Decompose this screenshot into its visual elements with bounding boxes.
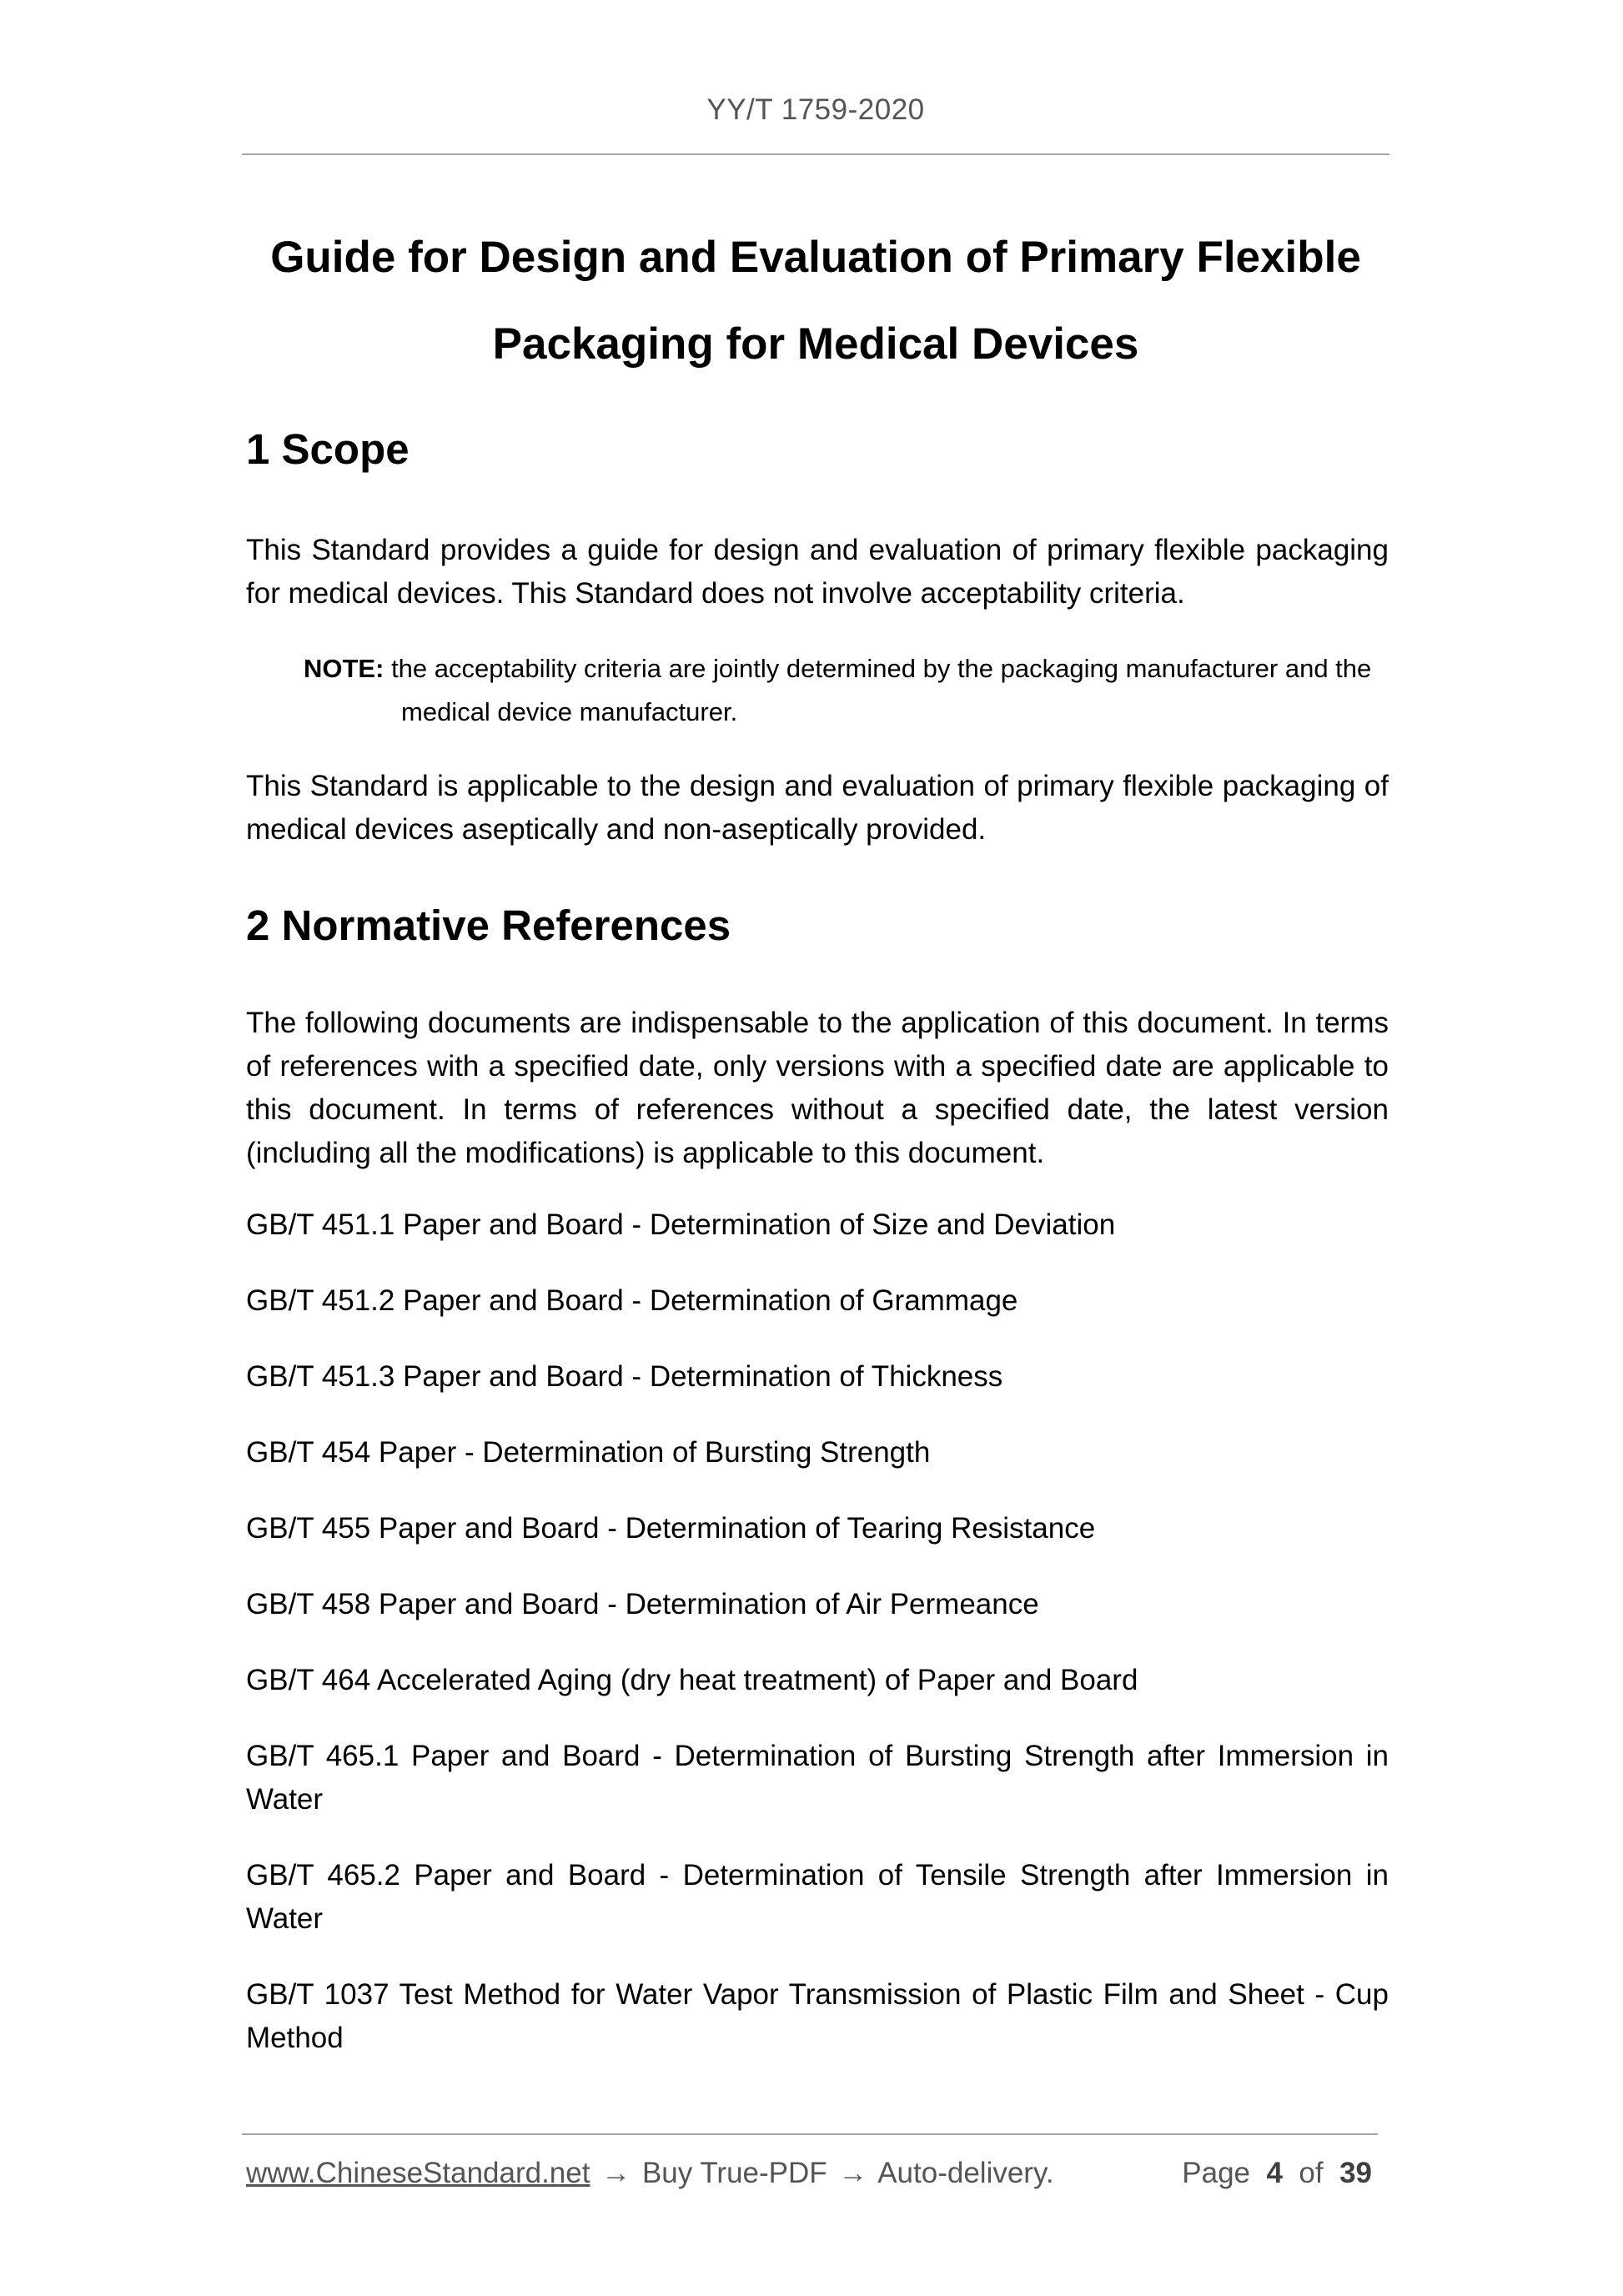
document-title: [242, 214, 1389, 388]
reference-item: GB/T 464 Accelerated Aging (dry heat treatment) of Paper and Board: [246, 1664, 1138, 1696]
reference-item: GB/T 454 Paper - Determination of Bursting Strength: [246, 1436, 931, 1469]
current-page-number: 4: [1266, 2157, 1283, 2189]
scope-paragraph-2: This Standard is applicable to the design and evaluation of primary flexible packaging of medical devices aseptically and non-aseptically provided.: [246, 770, 1389, 846]
page-footer: [246, 2153, 1382, 2193]
document-title-line-2: Packaging for Medical Devices: [492, 319, 1139, 369]
running-header: YY/T 1759-2020: [706, 93, 925, 126]
header-divider: [242, 153, 1389, 155]
arrow-right-icon: →: [838, 2157, 868, 2189]
reference-item: GB/T 455 Paper and Board - Determination of Tearing Resistance: [246, 1512, 1096, 1545]
note-label: NOTE:: [304, 654, 384, 683]
of-word: of: [1299, 2157, 1324, 2189]
note-text: the acceptability criteria are jointly determined by the packaging manufacturer and the medical device manufacturer.: [391, 654, 1372, 726]
scope-paragraph-1: This Standard provides a guide for design and evaluation of primary flexible packaging for medical devices. This Standard does not involve acceptability criteria.: [246, 534, 1389, 610]
section-heading-normative-references: 2 Normative References: [246, 902, 731, 949]
reference-item: GB/T 465.1 Paper and Board - Determination of Bursting Strength after Immersion in Water: [246, 1740, 1389, 1816]
normative-references-intro: The following documents are indispensable to the application of this document. In terms of references with a specified date, only versions with a specified date are applicable to this document. In terms of references without a specified date, the latest version (including all the modifications) is applicable to this document.: [246, 1007, 1389, 1169]
total-page-count: 39: [1339, 2157, 1372, 2189]
scope-note: [304, 647, 1389, 734]
footer-divider: [242, 2133, 1378, 2135]
reference-list: [246, 1203, 1389, 2093]
reference-item: GB/T 1037 Test Method for Water Vapor Transmission of Plastic Film and Sheet - Cup Method: [246, 1978, 1389, 2054]
arrow-right-icon: →: [601, 2157, 631, 2189]
auto-delivery-text: Auto-delivery.: [877, 2157, 1054, 2189]
buy-true-pdf-text: Buy True-PDF: [641, 2157, 827, 2189]
reference-item: GB/T 458 Paper and Board - Determination of Air Permeance: [246, 1588, 1039, 1620]
section-heading-scope: 1 Scope: [246, 425, 410, 473]
reference-item: GB/T 451.1 Paper and Board - Determination of Size and Deviation: [246, 1208, 1116, 1241]
site-link[interactable]: www.ChineseStandard.net: [246, 2157, 590, 2189]
reference-item: GB/T 451.3 Paper and Board - Determination of Thickness: [246, 1360, 1003, 1393]
document-title-line-1: Guide for Design and Evaluation of Primary Flexible: [270, 233, 1361, 282]
page-word: Page: [1182, 2157, 1251, 2189]
reference-item: GB/T 465.2 Paper and Board - Determination of Tensile Strength after Immersion in Water: [246, 1859, 1389, 1935]
page-indicator: [1182, 2153, 1372, 2193]
reference-item: GB/T 451.2 Paper and Board - Determination of Grammage: [246, 1284, 1018, 1317]
